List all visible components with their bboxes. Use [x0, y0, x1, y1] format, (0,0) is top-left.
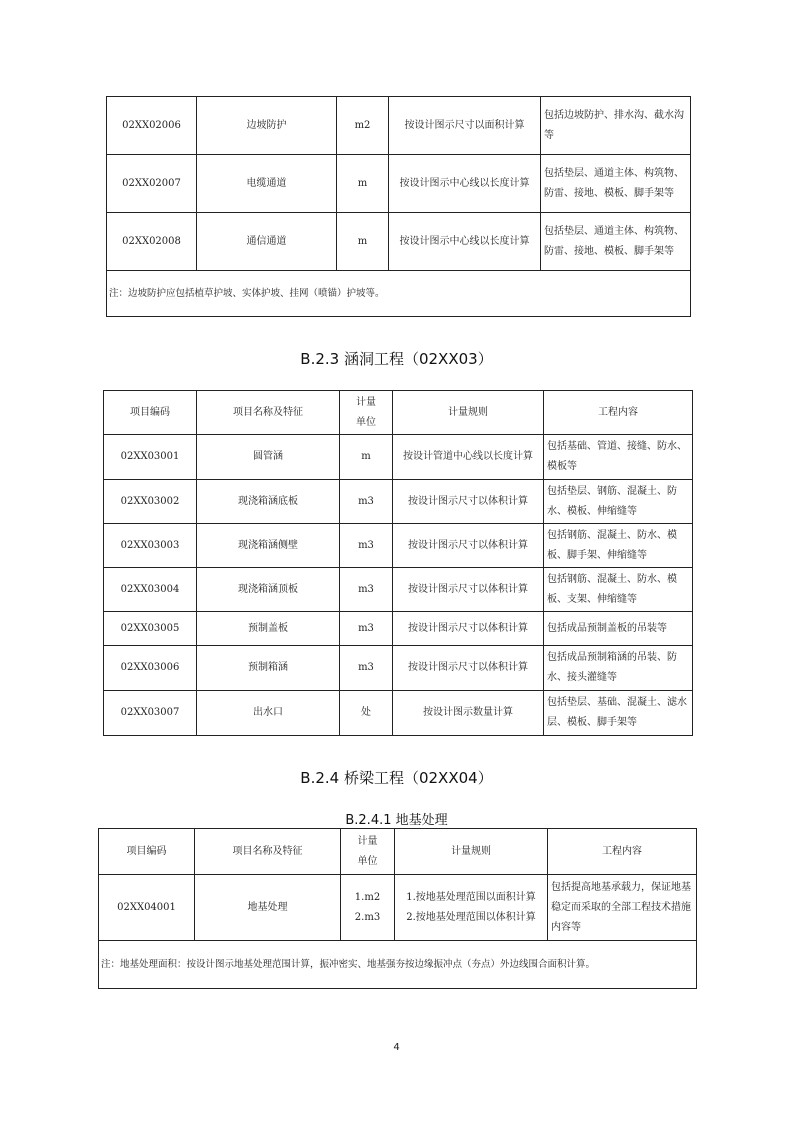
table-header-row [104, 391, 693, 435]
item-name: 通信通道 [197, 213, 337, 271]
item-content: 包括垫层、钢筋、混凝土、防水、模板、伸缩缝等 [544, 480, 693, 524]
item-rule: 1.按地基处理范围以面积计算 2.按地基处理范围以体积计算 [395, 875, 548, 941]
item-code: 02XX03006 [104, 646, 197, 691]
table-row [104, 524, 693, 568]
item-content: 包括成品预制箱涵的吊装、防水、接头灌缝等 [544, 646, 693, 691]
header-unit: 计量 单位 [341, 829, 395, 875]
table-row [107, 213, 691, 271]
table-culvert [103, 390, 693, 736]
item-name: 现浇箱涵顶板 [197, 568, 340, 612]
table-subgrade-continued [106, 96, 691, 317]
item-rule: 按设计图示中心线以长度计算 [389, 155, 541, 213]
item-content: 包括边坡防护、排水沟、截水沟等 [541, 97, 691, 155]
item-name: 电缆通道 [197, 155, 337, 213]
item-unit: m3 [340, 612, 393, 646]
item-name: 现浇箱涵侧壁 [197, 524, 340, 568]
item-code: 02XX02006 [107, 97, 197, 155]
item-rule: 按设计图示尺寸以面积计算 [389, 97, 541, 155]
table-note-row [99, 941, 697, 989]
item-code: 02XX03007 [104, 691, 197, 736]
header-rule: 计量规则 [395, 829, 548, 875]
item-rule: 按设计图示尺寸以体积计算 [393, 646, 544, 691]
item-content: 包括提高地基承载力，保证地基稳定而采取的全部工程技术措施内容等 [548, 875, 697, 941]
item-rule: 按设计图示尺寸以体积计算 [393, 524, 544, 568]
header-content: 工程内容 [544, 391, 693, 435]
table-row [104, 612, 693, 646]
header-name: 项目名称及特征 [195, 829, 341, 875]
item-unit: 1.m2 2.m3 [341, 875, 395, 941]
item-content: 包括钢筋、混凝土、防水、模板、支架、伸缩缝等 [544, 568, 693, 612]
item-content: 包括基础、管道、接缝、防水、模板等 [544, 435, 693, 480]
section-title-bridge: B.2.4 桥梁工程（02XX04） [300, 769, 493, 787]
item-code: 02XX03004 [104, 568, 197, 612]
item-code: 02XX02007 [107, 155, 197, 213]
item-unit: m3 [340, 524, 393, 568]
item-rule: 按设计图示数量计算 [393, 691, 544, 736]
subsection-title-foundation: B.2.4.1 地基处理 [345, 813, 448, 828]
table-row [107, 155, 691, 213]
table-row [104, 646, 693, 691]
item-name: 现浇箱涵底板 [197, 480, 340, 524]
item-name: 边坡防护 [197, 97, 337, 155]
header-name: 项目名称及特征 [197, 391, 340, 435]
table-row [104, 691, 693, 736]
item-name: 地基处理 [195, 875, 341, 941]
item-content: 包括成品预制盖板的吊装等 [544, 612, 693, 646]
table-note: 注：地基处理面积：按设计图示地基处理范围计算，振冲密实、地基强夯按边缘振冲点（夯点）外边线围合面积计算。 [99, 941, 697, 989]
page-number: 4 [393, 1042, 400, 1053]
item-content: 包括垫层、通道主体、构筑物、防雷、接地、模板、脚手架等 [541, 213, 691, 271]
item-unit: m [340, 435, 393, 480]
item-code: 02XX03003 [104, 524, 197, 568]
header-content: 工程内容 [548, 829, 697, 875]
table-row [99, 875, 697, 941]
item-content: 包括垫层、通道主体、构筑物、防雷、接地、模板、脚手架等 [541, 155, 691, 213]
item-unit: m3 [340, 480, 393, 524]
item-content: 包括钢筋、混凝土、防水、模板、脚手架、伸缩缝等 [544, 524, 693, 568]
table-note-row [107, 271, 691, 317]
item-code: 02XX03002 [104, 480, 197, 524]
table-row [107, 97, 691, 155]
header-rule: 计量规则 [393, 391, 544, 435]
table-note: 注：边坡防护应包括植草护坡、实体护坡、挂网（喷锚）护坡等。 [107, 271, 691, 317]
item-unit: m3 [340, 646, 393, 691]
header-code: 项目编码 [99, 829, 195, 875]
table-row [104, 480, 693, 524]
item-name: 出水口 [197, 691, 340, 736]
item-code: 02XX03005 [104, 612, 197, 646]
item-rule: 按设计图示尺寸以体积计算 [393, 480, 544, 524]
item-unit: m3 [340, 568, 393, 612]
section-title-culvert: B.2.3 涵洞工程（02XX03） [300, 350, 493, 368]
item-unit: m2 [337, 97, 389, 155]
item-unit: 处 [340, 691, 393, 736]
item-code: 02XX03001 [104, 435, 197, 480]
item-name: 圆管涵 [197, 435, 340, 480]
header-code: 项目编码 [104, 391, 197, 435]
item-content: 包括垫层、基础、混凝土、滤水层、模板、脚手架等 [544, 691, 693, 736]
item-rule: 按设计图示中心线以长度计算 [389, 213, 541, 271]
item-code: 02XX02008 [107, 213, 197, 271]
table-foundation [98, 828, 697, 989]
item-name: 预制盖板 [197, 612, 340, 646]
item-unit: m [337, 155, 389, 213]
table-row [104, 568, 693, 612]
item-rule: 按设计图示尺寸以体积计算 [393, 612, 544, 646]
item-name: 预制箱涵 [197, 646, 340, 691]
table-header-row [99, 829, 697, 875]
item-code: 02XX04001 [99, 875, 195, 941]
table-row [104, 435, 693, 480]
item-rule: 按设计管道中心线以长度计算 [393, 435, 544, 480]
item-unit: m [337, 213, 389, 271]
item-rule: 按设计图示尺寸以体积计算 [393, 568, 544, 612]
header-unit: 计量 单位 [340, 391, 393, 435]
